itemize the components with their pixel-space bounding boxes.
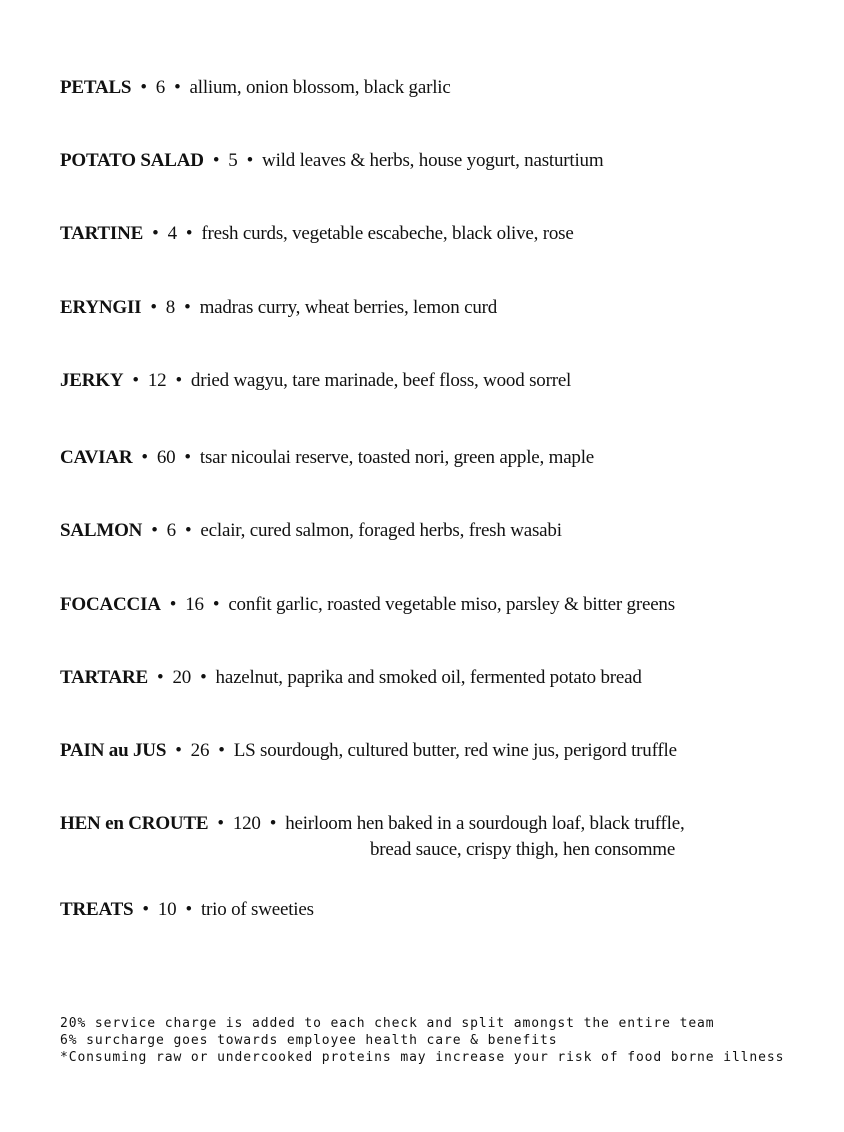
separator-dot: • [269, 813, 277, 834]
menu-item-focaccia [60, 592, 675, 618]
item-price: 6 [166, 520, 176, 541]
separator-dot: • [140, 77, 147, 98]
item-name: JERKY [60, 370, 124, 391]
item-name: POTATO SALAD [60, 150, 204, 171]
separator-dot: • [141, 447, 148, 468]
separator-dot: • [184, 520, 192, 541]
item-name: FOCACCIA [60, 594, 161, 615]
item-price: 10 [157, 899, 177, 920]
menu-item-caviar [60, 445, 594, 471]
item-name: TARTARE [60, 667, 149, 688]
separator-dot: • [212, 150, 220, 171]
separator-dot: • [142, 899, 149, 920]
separator-dot: • [169, 594, 177, 615]
item-description: confit garlic, roasted vegetable miso, parsley & bitter greens [228, 594, 675, 615]
separator-dot: • [152, 223, 159, 244]
separator-dot: • [157, 667, 164, 688]
item-description: heirloom hen baked in a sourdough loaf, black truffle, [285, 813, 685, 834]
separator-dot: • [184, 447, 191, 468]
surcharge-note: 6% surcharge goes towards employee health care & benefits [60, 1033, 558, 1048]
item-price: 16 [185, 594, 204, 615]
item-description: fresh curds, vegetable escabeche, black olive, rose [201, 223, 574, 244]
separator-dot: • [175, 370, 182, 391]
separator-dot: • [151, 520, 158, 541]
item-price: 8 [165, 297, 176, 318]
menu-item-jerky [60, 368, 571, 394]
separator-dot: • [132, 370, 139, 391]
item-name: TARTINE [60, 223, 144, 244]
service-charge-note: 20% service charge is added to each check and split amongst the entire team [60, 1016, 715, 1031]
separator-dot: • [174, 77, 181, 98]
menu-item-treats [60, 897, 314, 923]
item-name: PETALS [60, 77, 132, 98]
item-description: trio of sweeties [200, 899, 314, 920]
item-description-continued: bread sauce, crispy thigh, hen consomme [370, 839, 676, 860]
separator-dot: • [218, 740, 225, 761]
item-name: TREATS [60, 899, 134, 920]
separator-dot: • [246, 150, 254, 171]
separator-dot: • [185, 223, 193, 244]
separator-dot: • [200, 667, 207, 688]
menu-item-eryngii [60, 295, 497, 321]
item-name: ERYNGII [60, 297, 142, 318]
item-name: CAVIAR [60, 447, 133, 468]
separator-dot: • [212, 594, 220, 615]
menu-item-tartare [60, 665, 642, 691]
item-price: 26 [190, 740, 210, 761]
item-price: 12 [147, 370, 167, 391]
item-price: 60 [156, 447, 176, 468]
menu-item-petals [60, 75, 451, 101]
separator-dot: • [185, 899, 192, 920]
separator-dot: • [175, 740, 182, 761]
menu-item-hen-en-croute [60, 811, 685, 860]
raw-food-warning: *Consuming raw or undercooked proteins may increase your risk of food borne illness [60, 1050, 785, 1065]
item-price: 5 [228, 150, 238, 171]
item-description: LS sourdough, cultured butter, red wine jus, perigord truffle [233, 740, 677, 761]
item-description: wild leaves & herbs, house yogurt, nasturtium [262, 150, 604, 171]
menu-item-pain-au-jus [60, 738, 677, 764]
separator-dot: • [150, 297, 157, 318]
menu-item-salmon [60, 518, 562, 544]
menu-item-tartine [60, 221, 574, 247]
item-description: madras curry, wheat berries, lemon curd [199, 297, 498, 318]
separator-dot: • [184, 297, 191, 318]
item-price: 4 [167, 223, 177, 244]
item-price: 20 [172, 667, 192, 688]
item-description: allium, onion blossom, black garlic [189, 77, 451, 98]
item-name: HEN en CROUTE [60, 813, 209, 834]
menu-footer-notes [60, 1015, 784, 1066]
item-description: eclair, cured salmon, foraged herbs, fresh wasabi [200, 520, 562, 541]
separator-dot: • [217, 813, 224, 834]
item-description: hazelnut, paprika and smoked oil, fermented potato bread [215, 667, 642, 688]
item-description: tsar nicoulai reserve, toasted nori, green apple, maple [199, 447, 595, 468]
menu-item-potato-salad [60, 148, 603, 174]
item-name: PAIN au JUS [60, 740, 167, 761]
item-description: dried wagyu, tare marinade, beef floss, wood sorrel [190, 370, 572, 391]
item-name: SALMON [60, 520, 143, 541]
item-price: 120 [232, 813, 261, 834]
item-price: 6 [155, 77, 166, 98]
